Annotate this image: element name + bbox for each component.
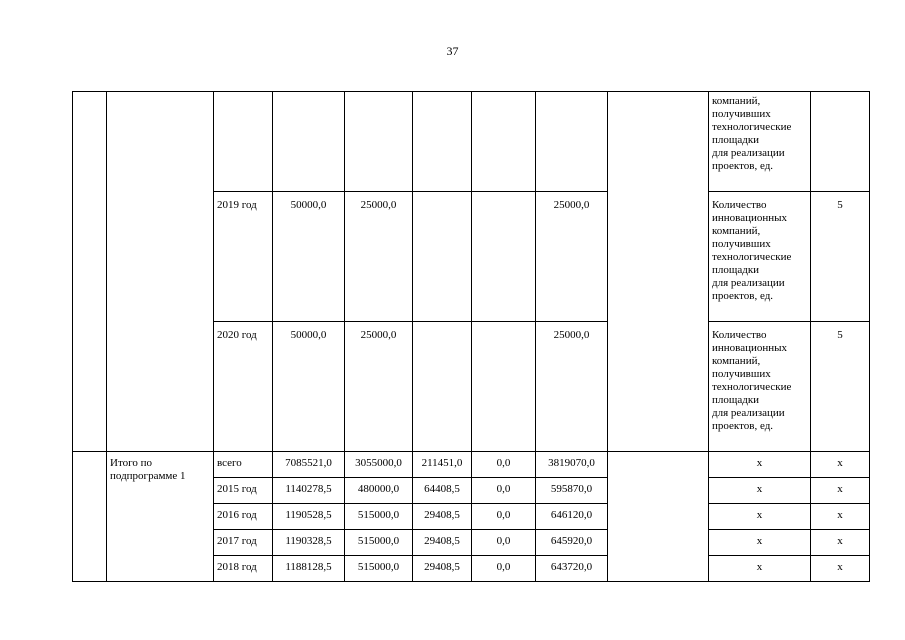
executor-cell	[608, 92, 709, 452]
other-cell: 645920,0	[536, 530, 608, 556]
other-cell: 25000,0	[536, 322, 608, 452]
other-cell: 643720,0	[536, 556, 608, 582]
local-cell: 0,0	[472, 504, 536, 530]
indicator-cell: x	[709, 478, 811, 504]
total-cell	[273, 92, 345, 192]
federal-cell: 480000,0	[345, 478, 413, 504]
federal-cell	[345, 92, 413, 192]
total-cell: 1190328,5	[273, 530, 345, 556]
local-cell: 0,0	[472, 478, 536, 504]
year-cell	[214, 92, 273, 192]
indicator-cell: x	[709, 556, 811, 582]
year-cell: 2015 год	[214, 478, 273, 504]
indicator-cell: Количество инновационных компаний, получивших технологические площадки для реализации проектов, ед.	[709, 322, 811, 452]
other-cell: 595870,0	[536, 478, 608, 504]
total-cell: 1140278,5	[273, 478, 345, 504]
activity-cell	[107, 92, 214, 452]
regional-cell: 211451,0	[413, 452, 472, 478]
federal-cell: 515000,0	[345, 504, 413, 530]
executor-cell	[608, 452, 709, 582]
page-number: 37	[446, 44, 459, 58]
other-cell: 25000,0	[536, 192, 608, 322]
indicator-value-cell: 5	[811, 322, 870, 452]
indicator-cell: x	[709, 452, 811, 478]
total-cell: 50000,0	[273, 192, 345, 322]
indicator-value-cell: 5	[811, 192, 870, 322]
local-cell: 0,0	[472, 556, 536, 582]
regional-cell: 29408,5	[413, 504, 472, 530]
indicator-cell: компаний, получивших технологические площадки для реализации проектов, ед.	[709, 92, 811, 192]
local-cell	[472, 192, 536, 322]
indicator-cell: Количество инновационных компаний, получивших технологические площадки для реализации проектов, ед.	[709, 192, 811, 322]
year-cell: 2016 год	[214, 504, 273, 530]
regional-cell: 64408,5	[413, 478, 472, 504]
year-cell: 2017 год	[214, 530, 273, 556]
other-cell	[536, 92, 608, 192]
federal-cell: 515000,0	[345, 556, 413, 582]
local-cell: 0,0	[472, 452, 536, 478]
year-cell: всего	[214, 452, 273, 478]
subprogram-total-label: Итого по подпрограмме 1	[107, 452, 214, 582]
total-cell: 50000,0	[273, 322, 345, 452]
federal-cell: 3055000,0	[345, 452, 413, 478]
indicator-value-cell: x	[811, 504, 870, 530]
regional-cell: 29408,5	[413, 530, 472, 556]
regional-cell: 29408,5	[413, 556, 472, 582]
indicator-value-cell: x	[811, 452, 870, 478]
local-cell	[472, 322, 536, 452]
local-cell: 0,0	[472, 530, 536, 556]
federal-cell: 25000,0	[345, 322, 413, 452]
federal-cell: 515000,0	[345, 530, 413, 556]
year-cell: 2018 год	[214, 556, 273, 582]
other-cell: 3819070,0	[536, 452, 608, 478]
number-cell	[73, 92, 107, 452]
indicator-value-cell: x	[811, 478, 870, 504]
total-cell: 1188128,5	[273, 556, 345, 582]
total-cell: 1190528,5	[273, 504, 345, 530]
table-row	[73, 92, 870, 192]
local-cell	[472, 92, 536, 192]
budget-table	[72, 91, 870, 582]
federal-cell: 25000,0	[345, 192, 413, 322]
indicator-cell: x	[709, 530, 811, 556]
year-cell: 2020 год	[214, 322, 273, 452]
regional-cell	[413, 192, 472, 322]
indicator-value-cell	[811, 92, 870, 192]
number-cell	[73, 452, 107, 582]
year-cell: 2019 год	[214, 192, 273, 322]
regional-cell	[413, 322, 472, 452]
indicator-cell: x	[709, 504, 811, 530]
regional-cell	[413, 92, 472, 192]
indicator-value-cell: x	[811, 530, 870, 556]
indicator-value-cell: x	[811, 556, 870, 582]
table-row	[73, 452, 870, 478]
other-cell: 646120,0	[536, 504, 608, 530]
total-cell: 7085521,0	[273, 452, 345, 478]
